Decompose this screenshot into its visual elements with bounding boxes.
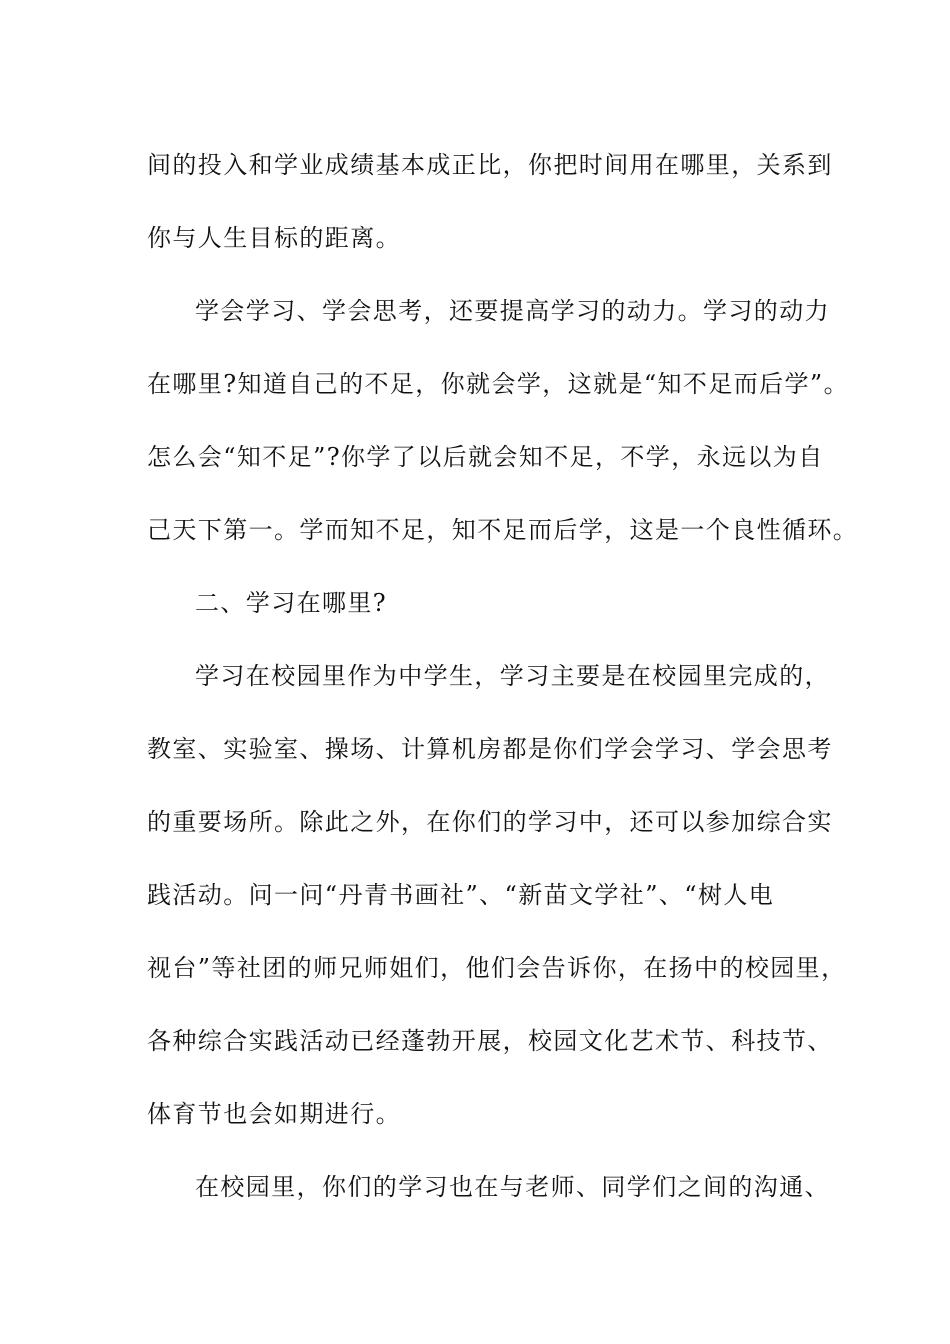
section-heading: 二、学习在哪里? [195,589,388,617]
text-line-9: 教室、实验室、操场、计算机房都是你们学会学习、学会思考 [147,735,833,763]
text-line-10: 的重要场所。除此之外，在你们的学习中，还可以参加综合实 [147,808,833,836]
text-line-2: 你与人生目标的距离。 [147,224,401,252]
text-line-11: 践活动。问一问“丹青书画社”、“新苗文学社”、“树人电 [147,881,775,909]
text-line-4: 在哪里?知道自己的不足，你就会学，这就是“知不足而后学”。 [147,370,850,398]
text-line-15: 在校园里，你们的学习也在与老师、同学们之间的沟通、 [195,1173,830,1201]
body-text [147,129,859,1224]
text-line-12: 视台”等社团的师兄师姐们，他们会告诉你，在扬中的校园里， [147,954,847,982]
text-line-1: 间的投入和学业成绩基本成正比，你把时间用在哪里，关系到 [147,151,833,179]
text-line-14: 体育节也会如期进行。 [147,1100,401,1128]
text-line-6: 己天下第一。学而知不足，知不足而后学，这是一个良性循环。 [147,516,859,544]
text-line-3: 学会学习、学会思考，还要提高学习的动力。学习的动力 [195,297,830,325]
text-line-8: 学习在校园里作为中学生，学习主要是在校园里完成的， [195,662,830,690]
text-line-13: 各种综合实践活动已经蓬勃开展，校园文化艺术节、科技节、 [147,1027,833,1055]
text-line-5: 怎么会“知不足”?你学了以后就会知不足，不学，永远以为自 [147,443,824,471]
